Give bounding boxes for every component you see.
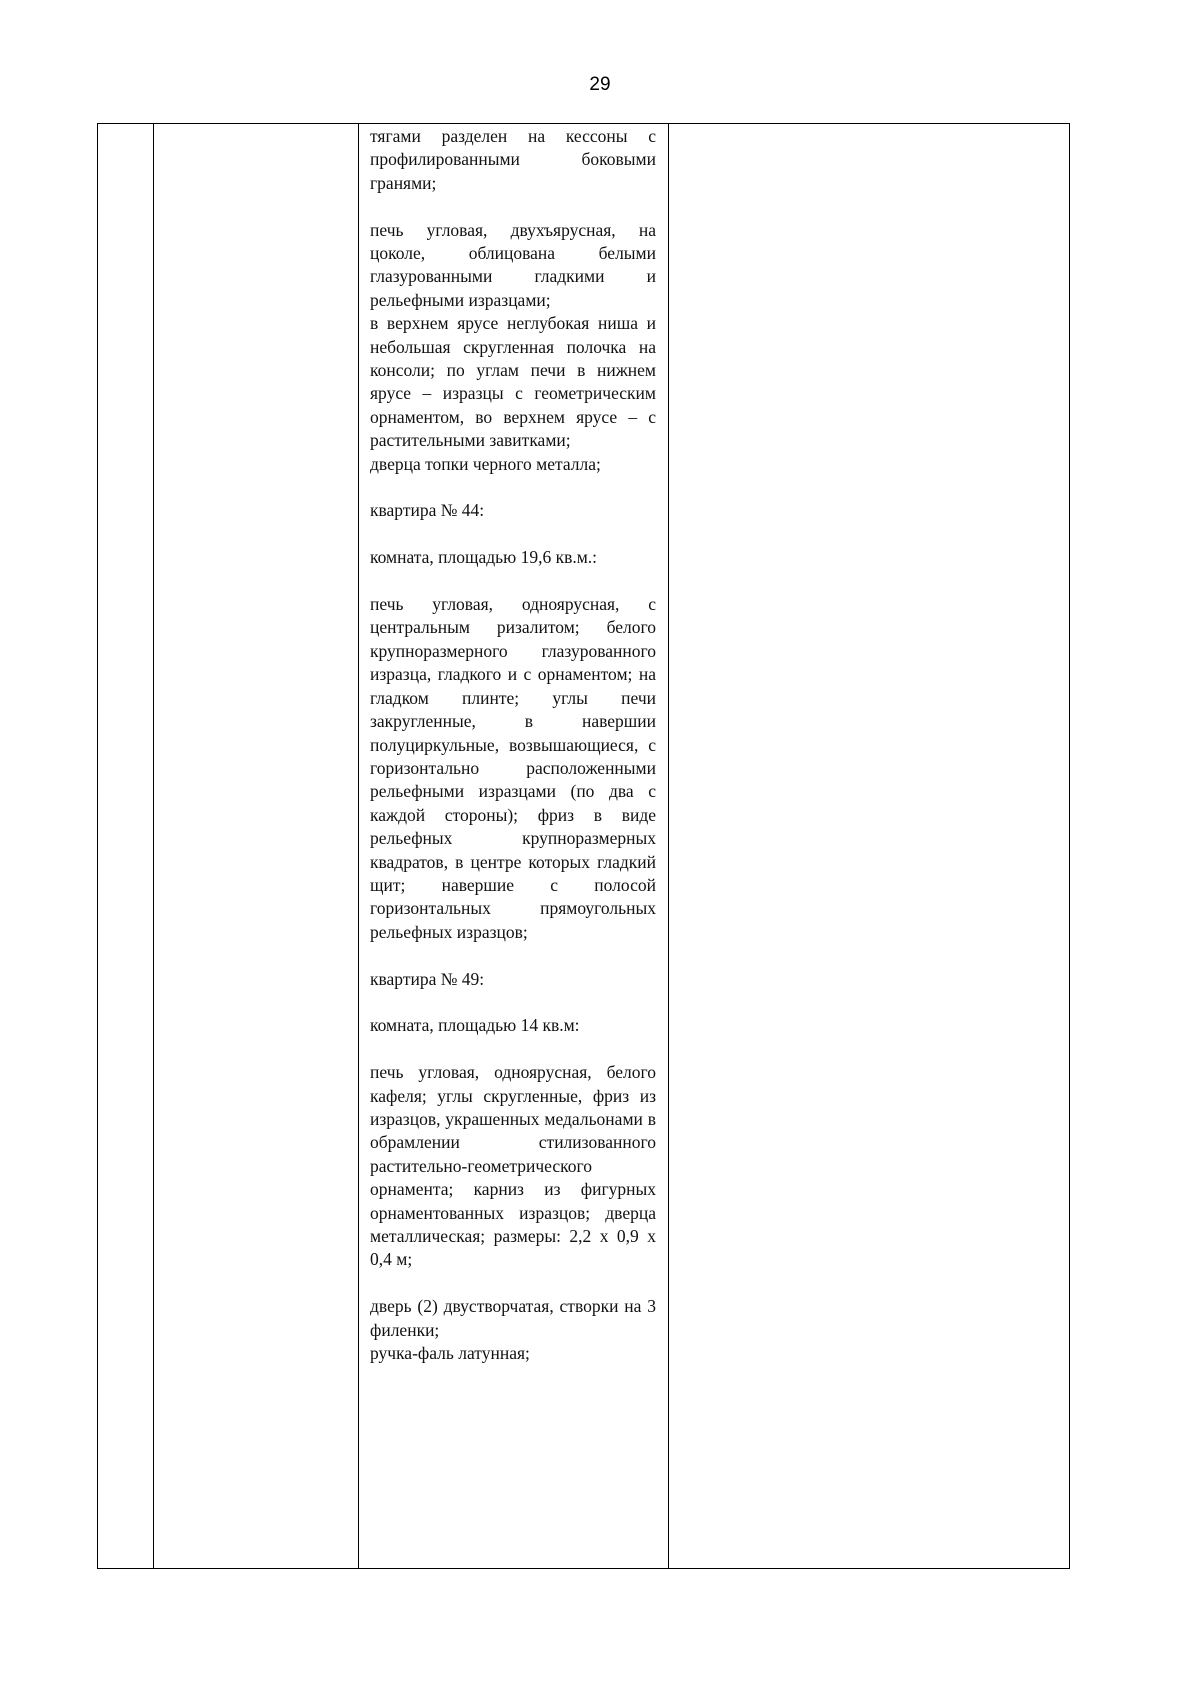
description-paragraph: тягами разделен на кессоны с профилированными боковыми гранями; xyxy=(370,126,656,193)
description-paragraph: ручка-фаль латунная; xyxy=(370,1343,530,1363)
monument-table xyxy=(97,123,1070,1569)
room-heading: комната, площадью 19,6 кв.м.: xyxy=(370,547,598,568)
description-paragraph: дверца топки черного металла; xyxy=(370,453,601,474)
table-cell-description xyxy=(359,124,669,1569)
description-paragraph: дверь (2) двустворчатая, створки на 3 филенки; xyxy=(370,1296,656,1340)
table-cell-number xyxy=(98,124,154,1569)
description-paragraph: печь угловая, одноярусная, с центральным ризалитом; белого крупноразмерного глазурованного изразца, гладкого и с орнаментом; на гладком плинте; углы печи закругленные, в навершии полуциркульные, возвышающиеся, с горизонтально расположенными рельефными изразцами (по два с каждой стороны); фриз в виде рельефных крупноразмерных квадратов, в центре которых гладкий щит; навершие с полосой горизонтальных прямоугольных рельефных изразцов; xyxy=(370,594,656,942)
table-row xyxy=(98,124,1070,1569)
table-cell-name xyxy=(154,124,359,1569)
table-cell-notes xyxy=(669,124,1070,1569)
description-paragraph: печь угловая, двухъярусная, на цоколе, облицована белыми глазурованными гладкими и рельефными изразцами; xyxy=(370,219,656,310)
description-paragraph: в верхнем ярусе неглубокая ниша и небольшая скругленная полочка на консоли; по углам печи в нижнем ярусе – изразцы с геометрическим орнаментом, во верхнем ярусе – с растительными завитками; xyxy=(370,313,656,451)
apartment-heading: квартира № 44: xyxy=(370,500,485,521)
apartment-heading: квартира № 49: xyxy=(370,968,485,989)
room-heading: комната, площадью 14 кв.м: xyxy=(370,1015,580,1036)
page-number: 29 xyxy=(589,74,611,95)
description-paragraph: печь угловая, одноярусная, белого кафеля; углы скругленные, фриз из изразцов, украшенных медальонами в обрамлении стилизованного растительно-геометрического орнамента; карниз из фигурных орнаментованных изразцов; дверца металлическая; размеры: 2,2 х 0,9 х 0,4 м; xyxy=(370,1062,656,1270)
